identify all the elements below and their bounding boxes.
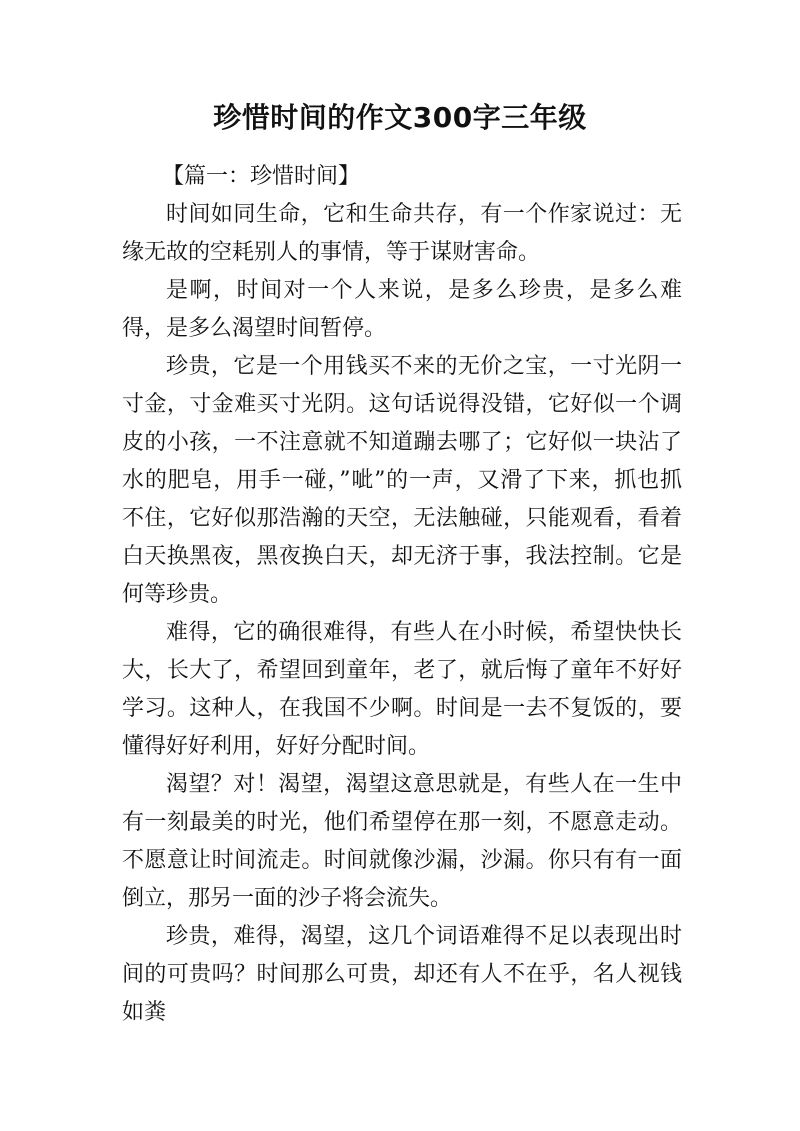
paragraph-4: 难得，它的确很难得，有些人在小时候，希望快快长大，长大了，希望回到童年，老了，就后悔了童年不好好学习。这种人，在我国不少啊。时间是一去不复饭的，要懂得好好利用，好好分配时间。 (122, 620, 682, 759)
paragraph-3: 珍贵，它是一个用钱买不来的无价之宝，一寸光阴一寸金，寸金难买寸光阴。这句话说得没错，它好似一个调皮的小孩，一不注意就不知道蹦去哪了；它好似一块沾了水的肥皂，用手一碰，”呲”的一声，又滑了下来，抓也抓不住，它好似那浩瀚的天空，无法触碰，只能观看，看着白天换黑夜，黑夜换白天，却无济于事，我法控制。它是何等珍贵。 (122, 354, 682, 607)
document-body (122, 158, 682, 1032)
paragraph-1: 时间如同生命，它和生命共存，有一个作家说过：无缘无故的空耗别人的事情，等于谋财害命。 (122, 202, 682, 265)
paragraph-6: 珍贵，难得，渴望，这几个词语难得不足以表现出时间的可贵吗？时间那么可贵，却还有人不在乎，名人视钱如粪 (122, 924, 682, 1025)
document-title: 珍惜时间的作文300字三年级 (213, 101, 587, 134)
paragraph-5: 渴望？对！渴望，渴望这意思就是，有些人在一生中有一刻最美的时光，他们希望停在那一刻，不愿意走动。不愿意让时间流走。时间就像沙漏，沙漏。你只有有一面倒立，那另一面的沙子将会流失。 (122, 772, 682, 911)
paragraph-2: 是啊，时间对一个人来说，是多么珍贵，是多么难得，是多么渴望时间暂停。 (122, 278, 682, 341)
section-heading: 【篇一：珍惜时间】 (162, 164, 361, 189)
